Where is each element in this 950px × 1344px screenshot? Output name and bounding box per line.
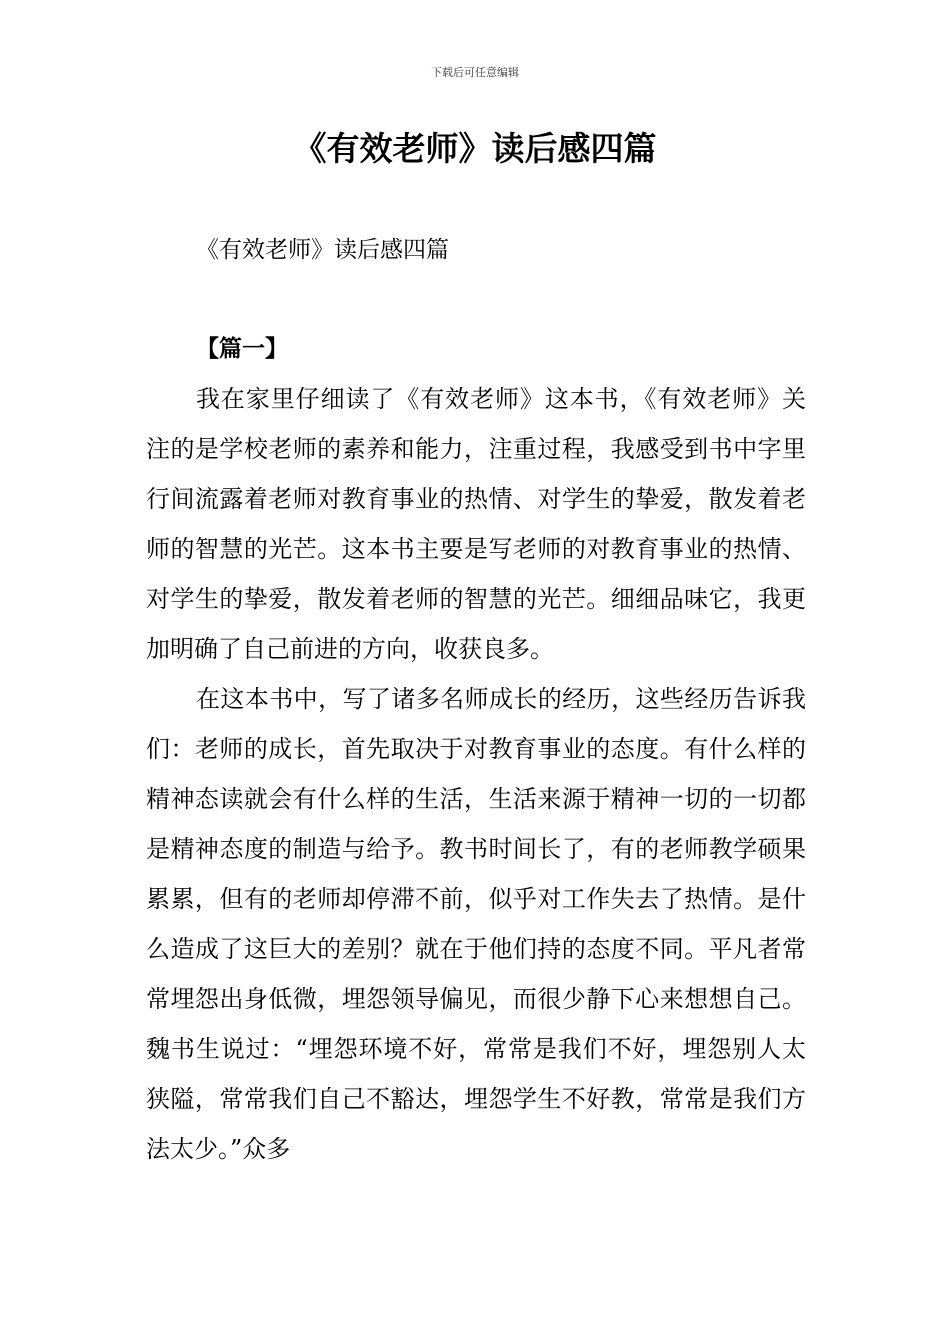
body-text <box>146 374 806 1174</box>
page-header-note: 下载后可任意编辑 <box>431 66 519 79</box>
section-label: 【篇一】 <box>196 335 288 362</box>
paragraph-2: 在这本书中，写了诸多名师成长的经历，这些经历告诉我们：老师的成长，首先取决于对教育事业的态度。有什么样的精神态读就会有什么样的生活，生活来源于精神一切的一切都是精神态度的制造与给予。教书时间长了，有的老师教学硕果累累，但有的老师却停滞不前，似乎对工作失去了热情。是什么造成了这巨大的差别？就在于他们持的态度不同。平凡者常常埋怨出身低微，埋怨领导偏见，而很少静下心来想想自己。魏书生说过：“埋怨环境不好，常常是我们不好，埋怨别人太狭隘，常常我们自己不豁达，埋怨学生不好教，常常是我们方法太少。”众多 <box>146 685 806 1163</box>
document-title: 《有效老师》读后感四篇 <box>293 129 657 168</box>
document-subtitle: 《有效老师》读后感四篇 <box>196 237 449 263</box>
paragraph-1: 我在家里仔细读了《有效老师》这本书，《有效老师》关注的是学校老师的素养和能力，注重过程，我感受到书中字里行间流露着老师对教育事业的热情、对学生的挚爱，散发着老师的智慧的光芒。这本书主要是写老师的对教育事业的热情、对学生的挚爱，散发着老师的智慧的光芒。细细品味它，我更加明确了自己前进的方向，收获良多。 <box>146 385 806 663</box>
